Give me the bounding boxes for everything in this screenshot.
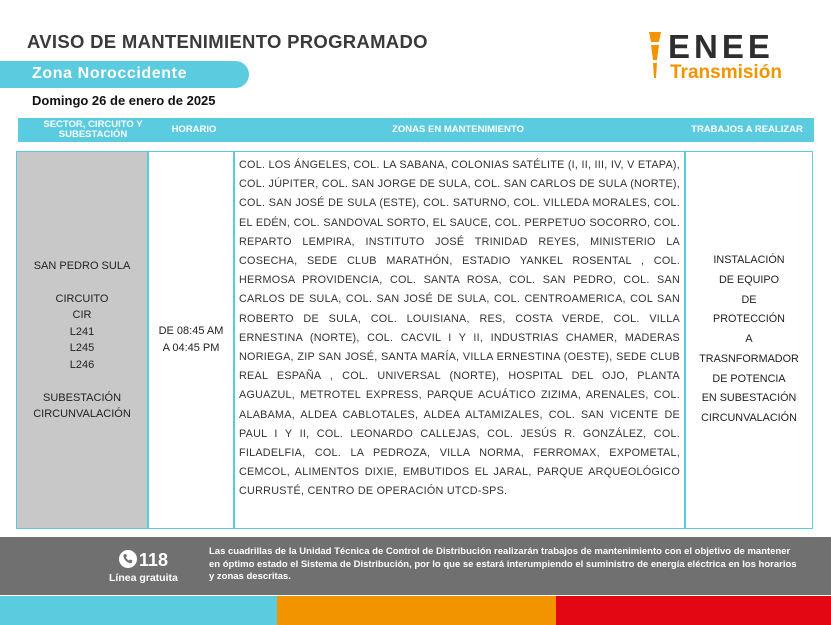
cell-trabajos (685, 151, 813, 529)
substation-label: SUBESTACIÓN (42, 391, 122, 404)
column-header-horario: HORARIO (171, 124, 217, 135)
logo-brand: ENEE (668, 28, 774, 65)
column-header-trabajos: TRABAJOS A REALIZAR (691, 124, 803, 135)
trabajo-line: CIRCUNVALACIÓN (701, 412, 797, 425)
column-header-sector: SECTOR, CIRCUITO Y SUBESTACIÓN (43, 119, 143, 140)
cell-horario (148, 151, 234, 529)
trabajo-line: DE POTENCIA (712, 372, 786, 385)
zone-banner (0, 61, 249, 88)
horario-start: DE 08:45 AM (158, 325, 224, 337)
trabajo-line: INSTALACIÓN (713, 253, 785, 266)
enee-logo-mark-icon (646, 30, 666, 80)
zone-label: Zona Noroccidente (32, 65, 188, 82)
circuit-item: L245 (69, 342, 95, 354)
enee-logo (646, 30, 806, 86)
color-bar-orange (277, 596, 556, 625)
substation-name: CIRCUNVALACIÓN (33, 408, 131, 420)
cell-zonas: COL. LOS ÁNGELES, COL. LA SABANA, COLONIAS SATÉLITE (I, II, III, IV, V ETAPA), COL. JÚPITER, COL. SAN JORGE DE SULA, COL. SAN CARLOS DE SULA (NORTE), COL. SAN JOSÉ DE SULA (ESTE), COL. SATURNO, COL. VILLEDA MORALES, COL. EL EDÉN, COL. SANDOVAL SORTO, EL SAUCE, COL. PERPETUO SOCORRO, COL. REPARTO LEMPIRA, INSTITUTO JOSÉ TRINIDAD REYES, MINISTERIO LA COSECHA, SEDE CLUB MARATHÓN, ESTADIO YANKEL ROSENTAL , COL. HERMOSA PROVIDENCIA, COL. SANTA ROSA, COL. SAN PEDRO, COL. SAN CARLOS DE SULA, COL. SAN JOSÉ DE SULA, COL. CENTROAMERICA, COL SAN ROBERTO DE SULA, COL. LOUISIANA, RES, COSTA VERDE, COL. VILLA ERNESTINA (NORTE), COL. CACVIL I Y II, INDUSTRIAS CHAMER, MADERAS NORIEGA, ZIP SAN JOSÉ, SANTA MARÍA, VILLA ERNESTINA (OESTE), SEDE CLUB REAL ESPAÑA , COL. UNIVERSAL (NORTE), HOSPITAL DEL OJO, PLANTA AGUAZUL, METROTEL EXPRESS, PARQUE ACUÁTICO ZIZIMA, ARENALES, COL. ALABAMA, ALDEA CABLOTALES, ALDEA ALTAMIZALES, COL. SAN VICENTE DE PAUL I Y II, COL. LEONARDO CALLEJAS, COL. JESÚS R. GONZÁLEZ, COL. FILADELFIA, COL. LA PEDROZA, VILLA NORMA, FERROMAX, EXPOMETAL, CEMCOL, ALIMENTOS DIXIE, EMBUTIDOS EL JARAL, PARQUE ARQUEOLÓGICO CURRUSTÉ, CENTRO DE OPERACIÓN UTCD-SPS. (234, 151, 685, 529)
circuit-label: CIRCUITO (55, 292, 109, 305)
cell-sector (16, 151, 148, 529)
maintenance-date: Domingo 26 de enero de 2025 (32, 93, 216, 108)
sector-city: SAN PEDRO SULA (33, 259, 131, 272)
trabajo-line: A (745, 333, 753, 346)
circuit-item: CIR (72, 309, 92, 321)
column-header-zonas: ZONAS EN MANTENIMIENTO (392, 124, 524, 135)
horario-end: A 04:45 PM (162, 342, 220, 354)
color-bar-blue (0, 596, 277, 625)
trabajo-line: DE EQUIPO (719, 273, 779, 286)
trabajo-line: PROTECCIÓN (713, 313, 785, 326)
trabajo-line: TRASNFORMADOR (699, 352, 799, 365)
circuit-item: L241 (69, 325, 95, 338)
footer (0, 537, 831, 595)
circuit-item: L246 (69, 358, 95, 371)
color-bar-red (556, 596, 831, 625)
phone-label: Línea gratuita (109, 572, 178, 584)
phone-number: 118 (139, 550, 169, 570)
logo-subbrand: Transmisión (670, 62, 782, 83)
footer-notice: Las cuadrillas de la Unidad Técnica de Control de Distribución realizarán trabajos de mantenimiento con el objetivo de mantener en óptimo estado el Sistema de Distribución, por lo que se estará interumpiendo el suministro de energía eléctrica en los horarios y zonas descritas. (209, 546, 797, 582)
phone-icon (119, 550, 137, 568)
trabajo-line: EN SUBESTACIÓN (701, 392, 797, 405)
table-header (18, 118, 814, 142)
phone-block (119, 550, 179, 572)
trabajo-line: DE (741, 293, 757, 306)
page-title: AVISO DE MANTENIMIENTO PROGRAMADO (27, 31, 428, 52)
